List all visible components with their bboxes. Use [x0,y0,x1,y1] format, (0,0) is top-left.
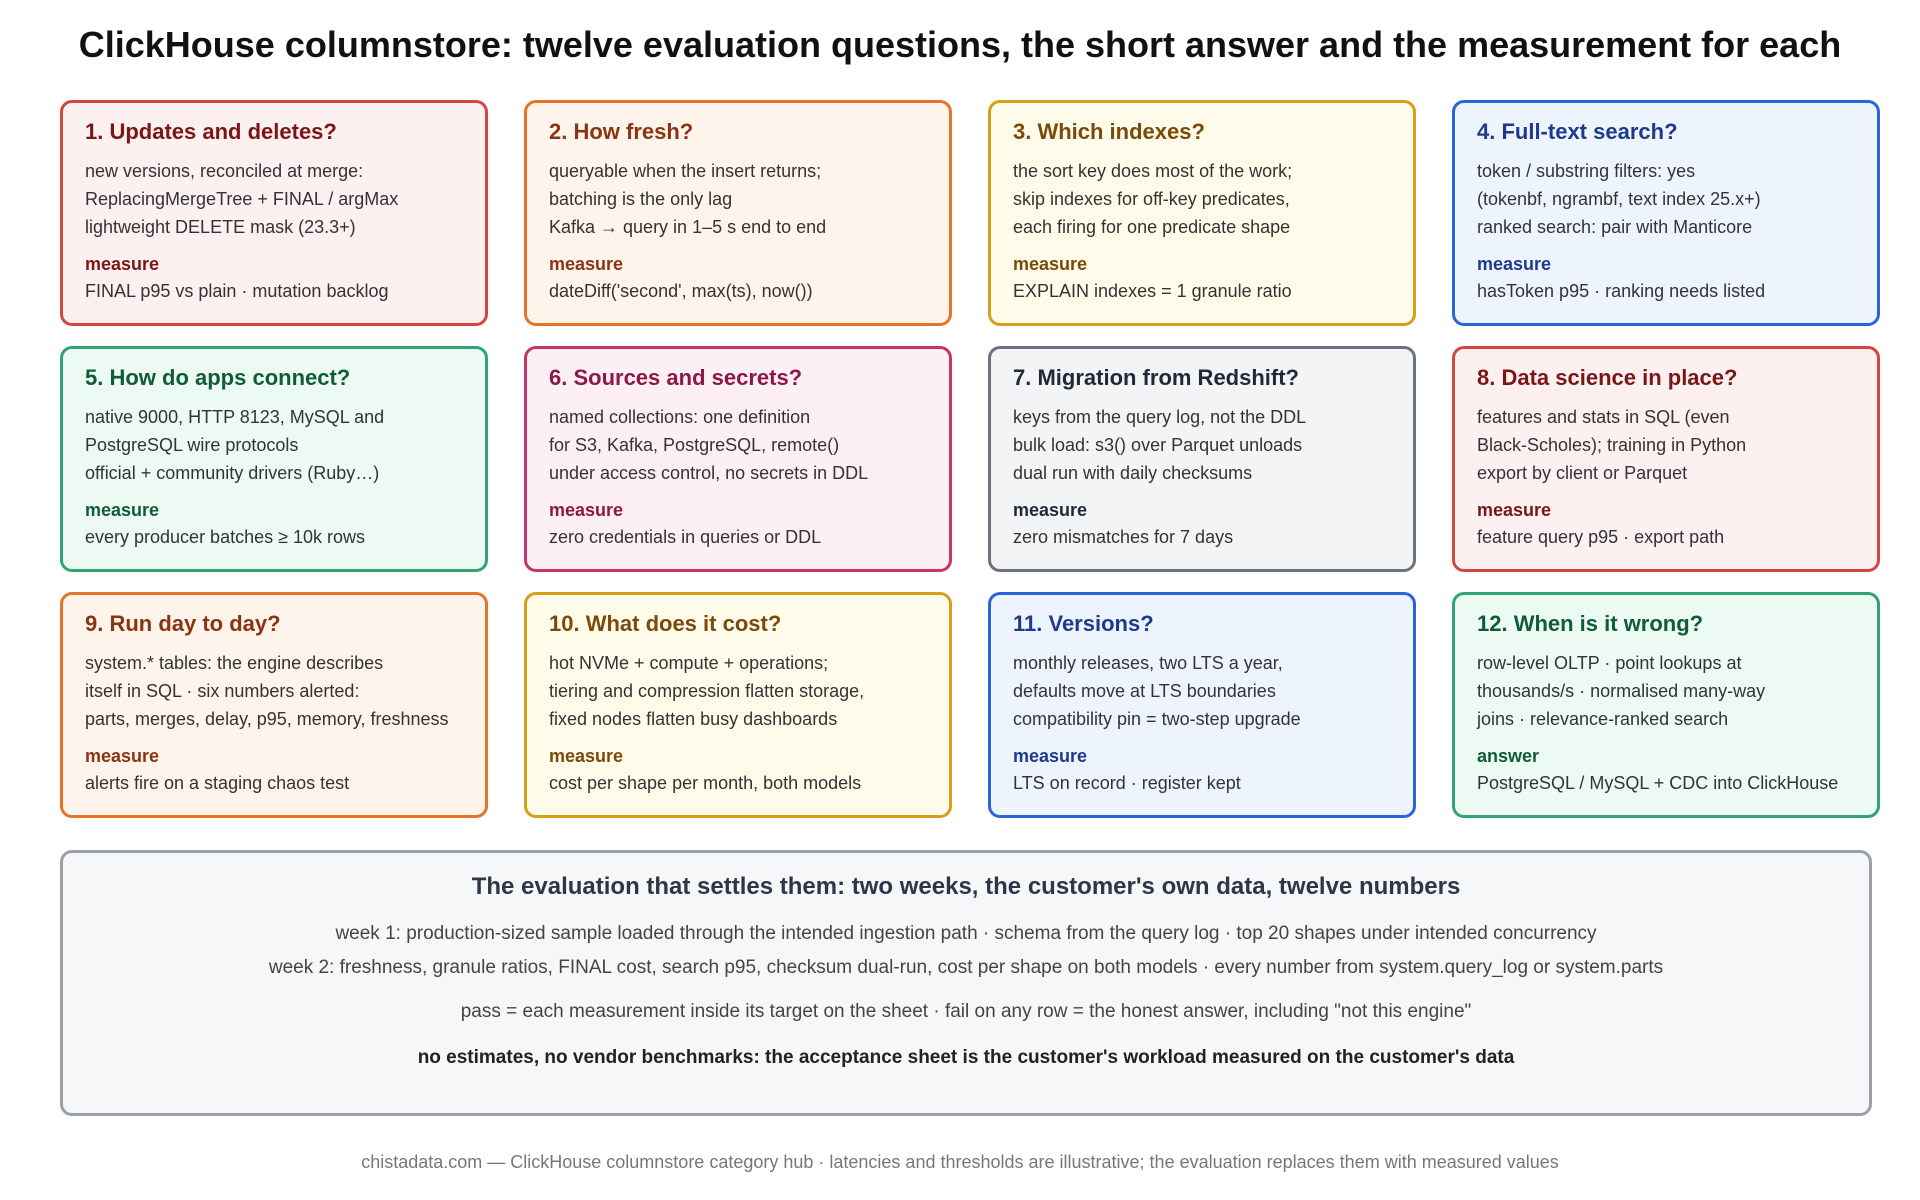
card-measure-label: measure [1013,500,1088,520]
card-title: 5. How do apps connect? [85,365,351,390]
card-title: 12. When is it wrong? [1477,611,1704,636]
question-card [60,100,488,326]
card-answer-line: bulk load: s3() over Parquet unloads [1013,435,1303,455]
card-answer-line: for S3, Kafka, PostgreSQL, remote() [549,435,840,455]
question-card [1452,346,1880,572]
card-answer-line: row-level OLTP · point lookups at [1477,653,1742,673]
question-card [1452,100,1880,326]
card-answer-line: hot NVMe + compute + operations; [549,653,829,673]
summary-conclusion: no estimates, no vendor benchmarks: the acceptance sheet is the customer's workload measured on the customer's data [417,1047,1515,1068]
card-answer-line: Black-Scholes); training in Python [1477,435,1747,455]
card-answer-line: system.* tables: the engine describes [85,653,384,673]
question-card [524,100,952,326]
card-measure-label: measure [85,500,160,520]
card-answer-line: token / substring filters: yes [1477,161,1696,181]
card-answer-line: monthly releases, two LTS a year, [1013,653,1283,673]
card-answer-line: under access control, no secrets in DDL [549,463,869,483]
card-answer-line: named collections: one definition [549,407,811,427]
card-answer-line: features and stats in SQL (even [1477,407,1730,427]
card-answer-line: fixed nodes flatten busy dashboards [549,709,838,729]
question-card [524,592,952,818]
card-measure-text: alerts fire on a staging chaos test [85,773,350,793]
card-measure-text: hasToken p95 · ranking needs listed [1477,281,1766,301]
card-measure-label: measure [1477,500,1552,520]
question-card [60,346,488,572]
card-measure-text: LTS on record · register kept [1013,773,1241,793]
footer-note: chistadata.com — ClickHouse columnstore category hub · latencies and thresholds are illustrative; the evaluation replaces them with measured values [361,1152,1559,1172]
card-measure-text: zero mismatches for 7 days [1013,527,1234,547]
card-answer-line: dual run with daily checksums [1013,463,1253,483]
card-answer-label: answer [1477,746,1540,766]
card-title: 3. Which indexes? [1013,119,1205,144]
card-answer-line: batching is the only lag [549,189,733,209]
card-measure-label: measure [549,254,624,274]
card-measure-label: measure [1477,254,1552,274]
card-answer-line: each firing for one predicate shape [1013,217,1291,237]
card-title: 11. Versions? [1013,611,1154,636]
card-title: 2. How fresh? [549,119,694,144]
card-measure-label: measure [85,254,160,274]
card-answer-line: ranked search: pair with Manticore [1477,217,1753,237]
summary-title: The evaluation that settles them: two weeks, the customer's own data, twelve numbers [471,873,1461,900]
question-card [988,592,1416,818]
question-card [988,346,1416,572]
card-measure-label: measure [1013,254,1088,274]
card-measure-text: feature query p95 · export path [1477,527,1725,547]
card-answer-line: skip indexes for off-key predicates, [1013,189,1290,209]
page-title: ClickHouse columnstore: twelve evaluation questions, the short answer and the measurement for each [78,24,1842,65]
card-measure-label: measure [1013,746,1088,766]
card-answer-line: tiering and compression flatten storage, [549,681,865,701]
card-answer-line: compatibility pin = two-step upgrade [1013,709,1301,729]
card-answer-line: the sort key does most of the work; [1013,161,1293,181]
card-measure-text: dateDiff('second', max(ts), now()) [549,281,813,301]
card-answer-line: (tokenbf, ngrambf, text index 25.x+) [1477,189,1761,209]
card-answer-line: export by client or Parquet [1477,463,1688,483]
question-card [1452,592,1880,818]
card-answer-line: ReplacingMergeTree + FINAL / argMax [85,189,399,209]
summary-week2: week 2: freshness, granule ratios, FINAL cost, search p95, checksum dual-run, cost per shape on both models · every number from system.query_log or system.parts [268,957,1664,978]
card-answer-line: keys from the query log, not the DDL [1013,407,1307,427]
question-card-grid [60,100,1872,818]
card-measure-label: measure [549,500,624,520]
summary-pass-fail: pass = each measurement inside its target on the sheet · fail on any row = the honest answer, including "not this engine" [460,1001,1472,1022]
card-measure-text: cost per shape per month, both models [549,773,862,793]
card-answer-line: PostgreSQL wire protocols [85,435,299,455]
card-measure-text: zero credentials in queries or DDL [549,527,822,547]
card-answer-line: itself in SQL · six numbers alerted: [85,681,360,701]
question-card [524,346,952,572]
card-title: 8. Data science in place? [1477,365,1738,390]
question-card [988,100,1416,326]
card-title: 6. Sources and secrets? [549,365,803,390]
card-answer-line: defaults move at LTS boundaries [1013,681,1276,701]
card-measure-text: FINAL p95 vs plain · mutation backlog [85,281,389,301]
card-measure-text: every producer batches ≥ 10k rows [85,527,366,547]
card-answer-line: new versions, reconciled at merge: [85,161,364,181]
card-measure-label: measure [549,746,624,766]
card-title: 10. What does it cost? [549,611,782,636]
card-title: 9. Run day to day? [85,611,281,636]
summary-week1: week 1: production-sized sample loaded through the intended ingestion path · schema from the query log · top 20 shapes under intended concurrency [335,923,1597,944]
question-card [60,592,488,818]
card-answer-line: joins · relevance-ranked search [1477,709,1729,729]
card-answer-line: Kafka → query in 1–5 s end to end [549,217,827,237]
card-measure-text: EXPLAIN indexes = 1 granule ratio [1013,281,1292,301]
card-answer-line: queryable when the insert returns; [549,161,822,181]
card-answer-line: official + community drivers (Ruby…) [85,463,380,483]
card-title: 4. Full-text search? [1477,119,1678,144]
card-answer-text: PostgreSQL / MySQL + CDC into ClickHouse [1477,773,1839,793]
card-measure-label: measure [85,746,160,766]
evaluation-summary-panel [60,850,1872,1116]
card-title: 7. Migration from Redshift? [1013,365,1299,390]
card-answer-line: native 9000, HTTP 8123, MySQL and [85,407,385,427]
card-title: 1. Updates and deletes? [85,119,337,144]
card-answer-line: parts, merges, delay, p95, memory, freshness [85,709,449,729]
card-answer-line: lightweight DELETE mask (23.3+) [85,217,356,237]
card-answer-line: thousands/s · normalised many-way [1477,681,1766,701]
